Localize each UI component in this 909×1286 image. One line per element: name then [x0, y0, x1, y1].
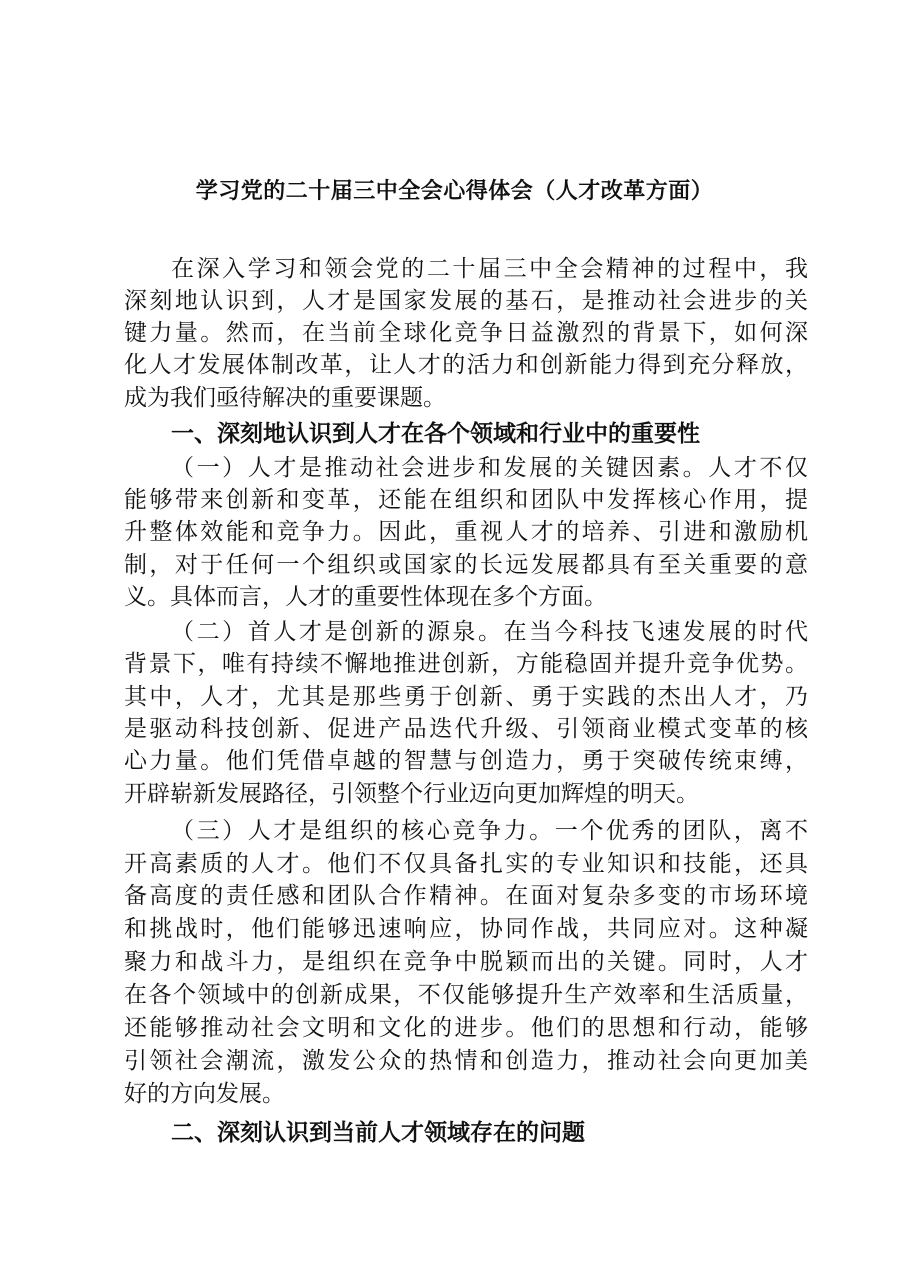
para2-line-4: 是驱动科技创新、促进产品迭代升级、引领商业模式变革的核: [124, 716, 808, 742]
para3-line-1: （三）人才是组织的核心竞争力。一个优秀的团队，离不: [171, 818, 808, 844]
para2-line-1: （二）首人才是创新的源泉。在当今科技飞速发展的时代: [171, 619, 808, 645]
para1-line-4: 制，对于任何一个组织或国家的长远发展都具有至关重要的意: [124, 552, 808, 578]
para3-line-8: 引领社会潮流，激发公众的热情和创造力，推动社会向更加美: [124, 1048, 808, 1074]
intro-line-5: 成为我们亟待解决的重要课题。: [124, 385, 446, 411]
document-title: 学习党的二十届三中全会心得体会（人才改革方面）: [195, 179, 714, 204]
para1-line-3: 升整体效能和竞争力。因此，重视人才的培养、引进和激励机: [124, 519, 808, 545]
para1-line-5: 义。具体而言，人才的重要性体现在多个方面。: [124, 584, 607, 610]
para3-line-5: 聚力和战斗力，是组织在竞争中脱颖而出的关键。同时，人才: [124, 949, 808, 975]
section-1-heading: 一、深刻地认识到人才在各个领域和行业中的重要性: [171, 421, 700, 447]
para3-line-7: 还能够推动社会文明和文化的进步。他们的思想和行动，能够: [124, 1015, 808, 1041]
intro-line-4: 化人才发展体制改革，让人才的活力和创新能力得到充分释放，: [124, 352, 808, 378]
para3-line-9: 好的方向发展。: [124, 1081, 285, 1107]
para3-line-4: 和挑战时，他们能够迅速响应，协同作战，共同应对。这种凝: [124, 916, 808, 942]
section-2-heading: 二、深刻认识到当前人才领域存在的问题: [171, 1120, 585, 1146]
para2-line-3: 其中，人才，尤其是那些勇于创新、勇于实践的杰出人才，乃: [124, 684, 808, 710]
intro-line-3: 键力量。然而，在当前全球化竞争日益激烈的背景下，如何深: [124, 320, 808, 346]
para2-line-2: 背景下，唯有持续不懈地推进创新，方能稳固并提升竞争优势。: [124, 651, 808, 677]
para2-line-6: 开辟崭新发展路径，引领整个行业迈向更加辉煌的明天。: [124, 781, 699, 807]
para1-line-1: （一）人才是推动社会进步和发展的关键因素。人才不仅: [171, 455, 808, 481]
para1-line-2: 能够带来创新和变革，还能在组织和团队中发挥核心作用，提: [124, 487, 808, 513]
para3-line-3: 备高度的责任感和团队合作精神。在面对复杂多变的市场环境: [124, 883, 808, 909]
para3-line-2: 开高素质的人才。他们不仅具备扎实的专业知识和技能，还具: [124, 851, 808, 877]
para3-line-6: 在各个领域中的创新成果，不仅能够提升生产效率和生活质量，: [124, 982, 808, 1008]
para2-line-5: 心力量。他们凭借卓越的智慧与创造力，勇于突破传统束缚，: [124, 748, 808, 774]
intro-line-1: 在深入学习和领会党的二十届三中全会精神的过程中，我: [171, 256, 808, 282]
intro-line-2: 深刻地认识到，人才是国家发展的基石，是推动社会进步的关: [124, 288, 808, 314]
